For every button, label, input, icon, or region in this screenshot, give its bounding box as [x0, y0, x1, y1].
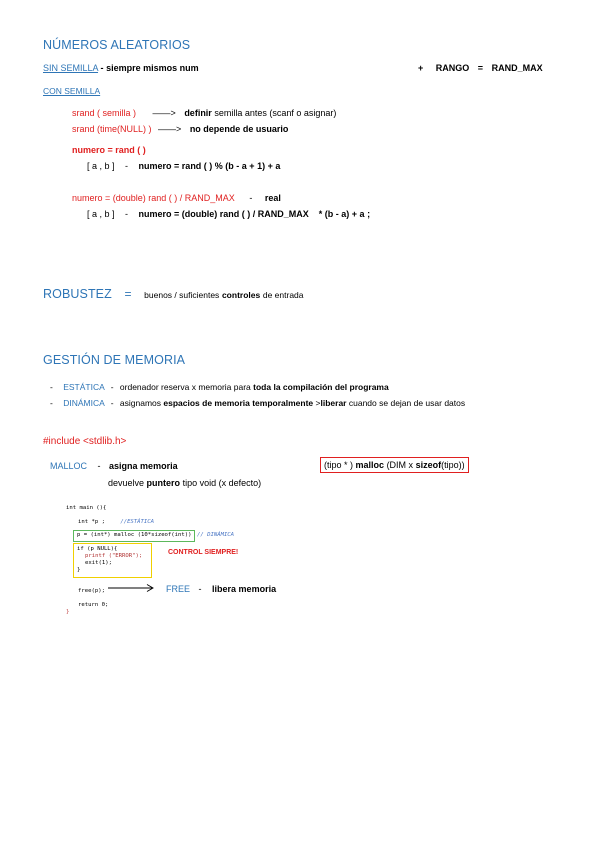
section-title-gestion-memoria: GESTIÓN DE MEMORIA [43, 353, 186, 367]
malloc-syntax-box: (tipo * ) malloc (DIM x sizeof(tipo)) [320, 457, 469, 473]
arrow-right-icon [106, 583, 158, 593]
list-item-dinamica: - DINÁMICA - asignamos espacios de memoria temporalmente >liberar cuando se dejan de usar datos [50, 398, 466, 408]
code-line-9: return 0; [78, 602, 109, 608]
code-line-3-comment: // DINÁMICA [197, 532, 235, 538]
free-line: FREE - libera memoria [166, 584, 277, 594]
include-line: #include <stdlib.h> [43, 436, 127, 447]
srand-line-1: srand ( semilla ) ——> definir semilla antes (scanf o asignar) [72, 108, 337, 118]
rand-real-line: numero = (double) rand ( ) / RAND_MAX - real [72, 193, 281, 203]
con-semilla-label: CON SEMILLA [43, 86, 101, 96]
srand-line-2: srand (time(NULL) ) ——> no depende de usuario [72, 124, 289, 134]
code-line-2: int *p ; //ESTÁTICA [78, 519, 155, 525]
range-real-line: [ a , b ] - numero = (double) rand ( ) / RAND_MAX * (b - a) + a ; [87, 209, 371, 219]
code-line-3: p = (int*) malloc (10*sizeof(int)) [77, 532, 192, 538]
code-line-7: } [77, 567, 81, 573]
malloc-line: MALLOC - asigna memoria [50, 461, 178, 471]
code-line-1: int main (){ [66, 505, 107, 511]
sin-semilla-desc: siempre mismos num [106, 63, 199, 73]
rand-int-line: numero = rand ( ) [72, 145, 146, 155]
malloc-line-2: devuelve puntero tipo void (x defecto) [108, 478, 262, 488]
robustez-line: ROBUSTEZ = buenos / suficientes controles de entrada [43, 287, 304, 301]
section-title-robustez: ROBUSTEZ [43, 287, 112, 301]
section-title-numeros-aleatorios: NÚMEROS ALEATORIOS [43, 38, 191, 52]
code-line-6: exit(1); [85, 560, 112, 566]
code-line-8: free(p); [78, 588, 105, 594]
code-line-10: } [66, 609, 70, 615]
sin-semilla-line: SIN SEMILLA - siempre mismos num [43, 63, 199, 73]
code-line-5: printf ("ERROR"); [85, 553, 143, 559]
rango-line: + RANGO = RAND_MAX [418, 63, 543, 73]
code-line-4: if (p NULL){ [77, 546, 118, 552]
sin-semilla-label: SIN SEMILLA [43, 63, 99, 73]
list-item-estatica: - ESTÁTICA - ordenador reserva x memoria para toda la compilación del programa [50, 382, 389, 392]
control-siempre-note: CONTROL SIEMPRE! [168, 549, 239, 556]
range-int-line: [ a , b ] - numero = rand ( ) % (b - a + 1) + a [87, 161, 281, 171]
